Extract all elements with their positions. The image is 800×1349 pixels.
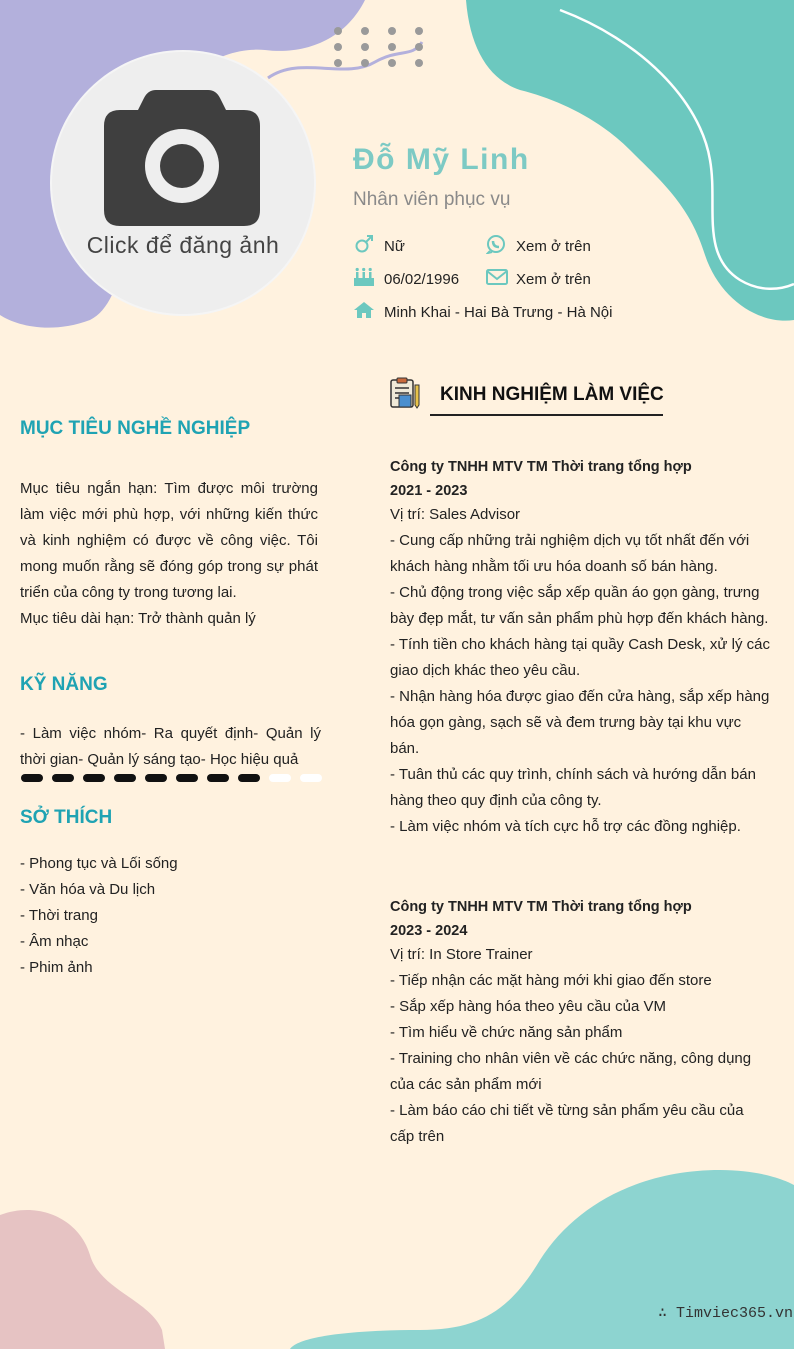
job-company: Công ty TNHH MTV TM Thời trang tổng hợp — [390, 459, 692, 475]
birthday-cake-icon — [353, 267, 375, 287]
address-value: Minh Khai - Hai Bà Trưng - Hà Nội — [384, 304, 613, 321]
job-duty: - Training cho nhân viên về các chức năng, công dụng của các sản phẩm mới — [390, 1050, 752, 1093]
skill-pill-empty — [300, 774, 322, 782]
skill-pill-empty — [269, 774, 291, 782]
job-duty: - Tìm hiểu về chức năng sản phẩm — [390, 1024, 623, 1041]
objective-short-term: Mục tiêu ngắn hạn: Tìm được môi trường làm việc mới phù hợp, với những kiến thức và kinh nghiệm có được về công việc. Tôi mong muốn rằng sẽ đóng góp trong sự phát triển của công ty trong tương lai. — [20, 480, 318, 601]
camera-icon — [104, 90, 260, 226]
hobbies-title: SỞ THÍCH — [20, 807, 113, 828]
skill-pill-filled — [52, 774, 74, 782]
gender-icon — [354, 234, 374, 254]
job-duty: - Tính tiền cho khách hàng tại quầy Cash Desk, xử lý các giao dịch khác theo yêu cầu. — [390, 636, 770, 679]
job-duty: - Làm báo cáo chi tiết về từng sản phẩm yêu cầu của cấp trên — [390, 1102, 744, 1145]
skills-title: KỸ NĂNG — [20, 674, 108, 695]
hobby-item: - Văn hóa và Du lịch — [20, 881, 156, 898]
job-period: 2023 - 2024 — [390, 923, 468, 939]
skill-pill-filled — [83, 774, 105, 782]
gender-value: Nữ — [384, 238, 405, 255]
pink-blob — [0, 1210, 165, 1349]
job-position: Vị trí: Sales Advisor — [390, 506, 521, 523]
job-duty: - Sắp xếp hàng hóa theo yêu cầu của VM — [390, 998, 667, 1015]
objective-title: MỤC TIÊU NGHỀ NGHIỆP — [20, 418, 251, 439]
job-duty: - Làm việc nhóm và tích cực hỗ trợ các đồng nghiệp. — [390, 818, 741, 835]
email-value: Xem ở trên — [516, 271, 591, 288]
brand-watermark: ∴ Timviec365.vn — [658, 1305, 794, 1322]
job-duty: - Chủ động trong việc sắp xếp quần áo gọn gàng, trưng bày đẹp mắt, tư vấn sản phẩm phù hợp đến khách hàng. — [390, 584, 769, 627]
hobbies-list — [20, 851, 320, 981]
skill-pill-filled — [238, 774, 260, 782]
hobby-item: - Phim ảnh — [20, 959, 93, 976]
skill-pill-filled — [114, 774, 136, 782]
skill-pill-filled — [145, 774, 167, 782]
phone-value: Xem ở trên — [516, 238, 591, 255]
candidate-name: Đỗ Mỹ Linh — [353, 143, 530, 176]
experience-title-underline — [430, 414, 663, 416]
job-position: Vị trí: In Store Trainer — [390, 946, 533, 963]
photo-upload-label[interactable]: Click để đăng ảnh — [86, 232, 280, 258]
job-duty: - Tiếp nhận các mặt hàng mới khi giao đến store — [390, 972, 712, 989]
phone-icon — [486, 234, 506, 254]
job-entry — [390, 894, 770, 1150]
birthday-value: 06/02/1996 — [384, 271, 460, 288]
job-duty: - Tuân thủ các quy trình, chính sách và hướng dẫn bán hàng theo quy định của công ty. — [390, 766, 756, 809]
job-duty: - Cung cấp những trải nghiệm dịch vụ tốt nhất đến với khách hàng nhằm tối ưu hóa doanh số bán hàng. — [390, 532, 750, 575]
job-period: 2021 - 2023 — [390, 483, 468, 499]
light-teal-blob — [290, 1170, 794, 1349]
skill-pill-filled — [21, 774, 43, 782]
experience-title: KINH NGHIỆM LÀM VIỆC — [440, 384, 664, 405]
skills-text: - Làm việc nhóm- Ra quyết định- Quản lý thời gian- Quản lý sáng tạo- Học hiệu quả — [20, 725, 321, 768]
photo-placeholder[interactable] — [52, 52, 314, 314]
home-icon — [353, 301, 375, 319]
candidate-job-title: Nhân viên phục vụ — [353, 189, 511, 210]
job-duty: - Nhận hàng hóa được giao đến cửa hàng, sắp xếp hàng hóa gọn gàng, sạch sẽ và đem trưng bày tại khu vực bán. — [390, 688, 770, 757]
hobby-item: - Âm nhạc — [20, 933, 89, 950]
experience-icon — [389, 377, 421, 409]
job-entry — [390, 454, 770, 840]
skill-pill-filled — [207, 774, 229, 782]
skill-pill-filled — [176, 774, 198, 782]
job-company: Công ty TNHH MTV TM Thời trang tổng hợp — [390, 899, 692, 915]
skill-level-bar — [20, 771, 322, 785]
hobby-item: - Phong tục và Lối sống — [20, 855, 178, 872]
hobby-item: - Thời trang — [20, 907, 98, 924]
email-icon — [486, 269, 508, 285]
objective-long-term: Mục tiêu dài hạn: Trở thành quản lý — [20, 610, 256, 627]
